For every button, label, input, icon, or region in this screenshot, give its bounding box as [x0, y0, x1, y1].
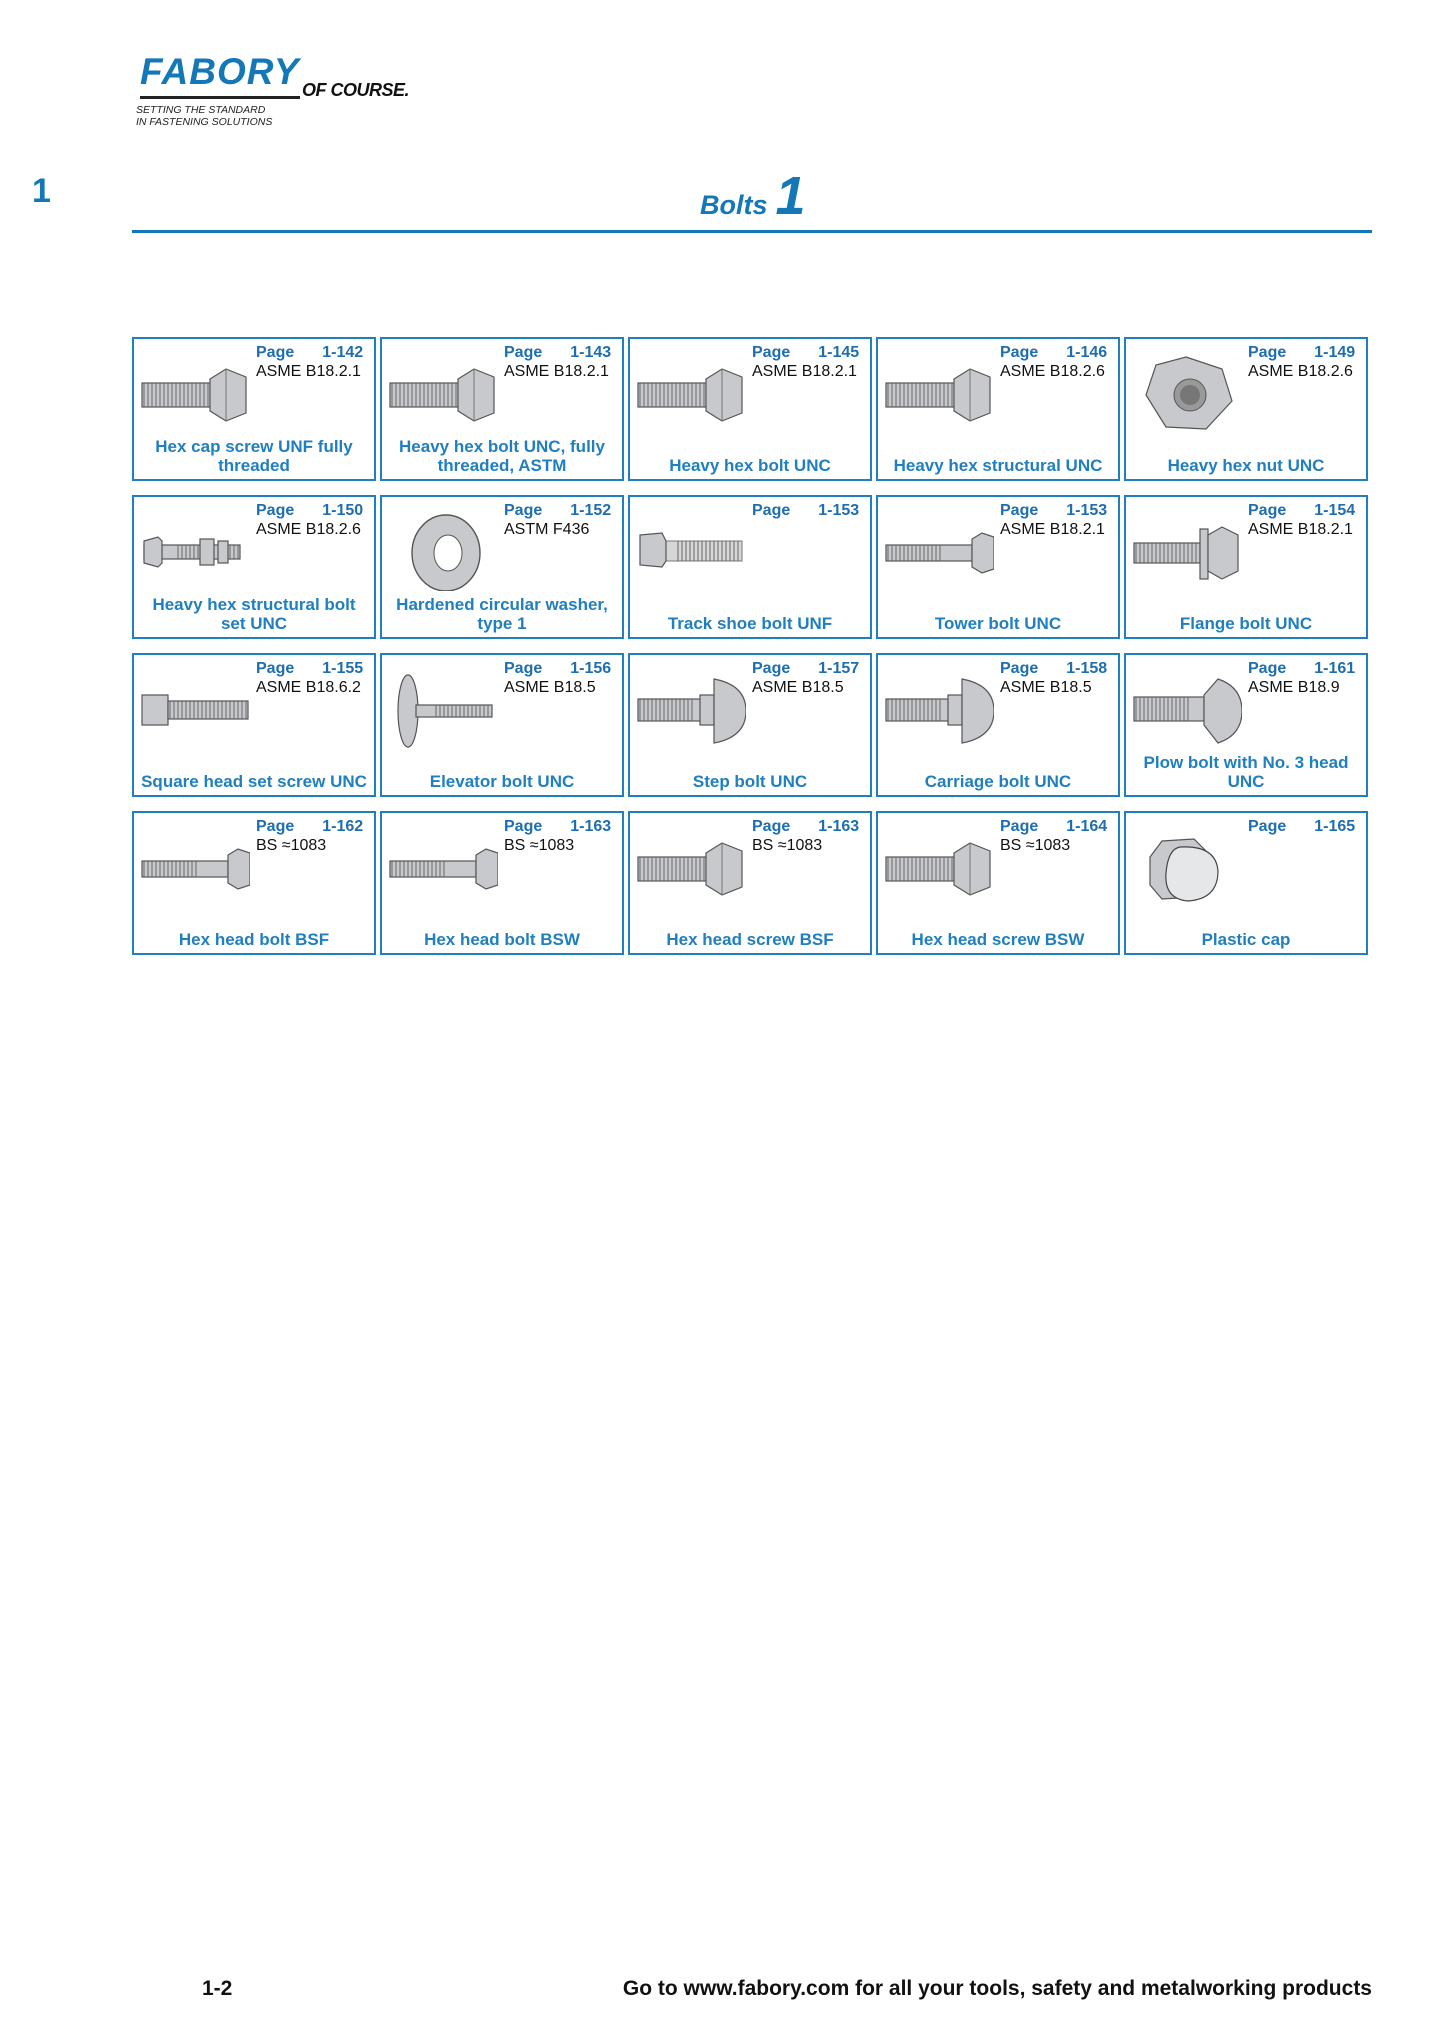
product-title: Step bolt UNC	[692, 772, 808, 791]
product-page-label: Page	[504, 502, 543, 519]
product-page-reference[interactable]	[504, 659, 622, 678]
product-meta	[1000, 501, 1118, 539]
product-page-reference[interactable]	[1000, 501, 1118, 520]
product-standard: ASME B18.2.1	[1248, 521, 1353, 538]
product-card[interactable]	[1124, 337, 1368, 481]
product-page-label: Page	[1248, 818, 1287, 835]
brand-tagline	[136, 104, 336, 128]
elevator-bolt-icon	[386, 665, 498, 749]
product-standard: ASME B18.9	[1248, 679, 1340, 696]
product-meta	[256, 659, 374, 697]
product-meta	[504, 343, 622, 381]
section-title-number: 1	[775, 166, 806, 226]
product-title: Plastic cap	[1201, 930, 1291, 949]
washer-icon	[386, 507, 498, 591]
product-page-reference[interactable]	[752, 817, 870, 836]
hex-bolt-icon	[634, 349, 746, 433]
product-standard: BS ≈1083	[256, 837, 327, 854]
product-card[interactable]	[628, 653, 872, 797]
hex-bolt-long-icon	[138, 823, 250, 907]
product-page-reference[interactable]	[1248, 501, 1366, 520]
product-page-reference[interactable]	[1000, 659, 1118, 678]
product-standard: ASME B18.5	[752, 679, 844, 696]
product-card[interactable]	[1124, 653, 1368, 797]
product-title: Plow bolt with No. 3 head UNC	[1143, 753, 1349, 791]
brand-suffix: OF COURSE.	[302, 80, 410, 100]
product-card[interactable]	[876, 495, 1120, 639]
product-page-number: 1-142	[322, 344, 364, 361]
product-card[interactable]	[380, 337, 624, 481]
product-page-reference[interactable]	[256, 343, 374, 362]
product-page-label: Page	[256, 818, 295, 835]
product-title: Hex cap screw UNF fully threaded	[155, 437, 353, 475]
product-page-number: 1-163	[570, 818, 612, 835]
hex-bolt-icon	[386, 349, 498, 433]
product-meta	[504, 817, 622, 855]
product-page-number: 1-152	[570, 502, 612, 519]
product-standard: BS ≈1083	[752, 837, 823, 854]
hex-bolt-icon	[882, 823, 994, 907]
product-title: Carriage bolt UNC	[924, 772, 1072, 791]
product-page-number: 1-143	[570, 344, 612, 361]
product-standard: ASME B18.6.2	[256, 679, 361, 696]
product-page-number: 1-153	[818, 502, 860, 519]
product-page-label: Page	[752, 502, 791, 519]
product-page-reference[interactable]	[256, 659, 374, 678]
product-meta	[752, 343, 870, 381]
product-title: Hex head screw BSW	[911, 930, 1085, 949]
footer-text: Go to www.fabory.com for all your tools, safety and metalworking products	[622, 1977, 1372, 2000]
product-title: Elevator bolt UNC	[429, 772, 575, 791]
track-shoe-bolt-icon	[634, 507, 746, 591]
product-standard: ASME B18.2.6	[1000, 363, 1105, 380]
hex-bolt-icon	[634, 823, 746, 907]
footer-page-number: 1-2	[202, 1977, 233, 2000]
cap-nut-icon	[1130, 823, 1242, 907]
product-page-label: Page	[1248, 502, 1287, 519]
product-page-reference[interactable]	[256, 817, 374, 836]
product-card[interactable]	[380, 495, 624, 639]
section-title	[700, 165, 806, 227]
product-page-number: 1-149	[1314, 344, 1356, 361]
header-rule	[132, 230, 1372, 233]
product-page-reference[interactable]	[256, 501, 374, 520]
product-title: Hex head bolt BSW	[424, 930, 580, 949]
flange-bolt-icon	[1130, 507, 1242, 591]
product-title: Heavy hex bolt UNC	[669, 456, 831, 475]
product-card[interactable]	[132, 811, 376, 955]
product-page-number: 1-163	[818, 818, 860, 835]
product-card[interactable]	[380, 811, 624, 955]
product-page-number: 1-157	[818, 660, 860, 677]
product-page-reference[interactable]	[752, 343, 870, 362]
product-page-reference[interactable]	[504, 817, 622, 836]
product-page-label: Page	[504, 344, 543, 361]
product-meta	[256, 817, 374, 855]
product-meta	[1000, 343, 1118, 381]
product-page-number: 1-165	[1314, 818, 1356, 835]
product-page-label: Page	[256, 502, 295, 519]
product-page-label: Page	[1000, 660, 1039, 677]
product-meta	[504, 659, 622, 697]
product-page-label: Page	[1000, 502, 1039, 519]
product-meta	[1248, 659, 1366, 697]
product-page-label: Page	[1000, 818, 1039, 835]
product-meta	[1248, 817, 1366, 836]
product-title: Hex head bolt BSF	[178, 930, 330, 949]
product-card[interactable]	[132, 653, 376, 797]
product-card[interactable]	[1124, 811, 1368, 955]
hex-nut-icon	[1130, 349, 1242, 433]
product-page-label: Page	[256, 660, 295, 677]
product-title: Square head set screw UNC	[141, 772, 367, 791]
brand-logo	[132, 52, 432, 132]
brand-underline	[140, 96, 300, 99]
product-standard: ASME B18.2.1	[504, 363, 609, 380]
product-page-label: Page	[1248, 344, 1287, 361]
hex-bolt-icon	[138, 349, 250, 433]
product-standard: BS ≈1083	[504, 837, 575, 854]
product-meta	[1000, 659, 1118, 697]
product-card[interactable]	[380, 653, 624, 797]
product-page-label: Page	[1000, 344, 1039, 361]
product-page-number: 1-145	[818, 344, 860, 361]
product-page-reference[interactable]	[752, 501, 870, 520]
product-card[interactable]	[876, 337, 1120, 481]
product-meta	[256, 343, 374, 381]
product-standard: ASTM F436	[504, 521, 590, 538]
product-card[interactable]	[628, 495, 872, 639]
product-page-number: 1-162	[322, 818, 364, 835]
carriage-bolt-icon	[882, 665, 994, 749]
product-page-number: 1-156	[570, 660, 612, 677]
product-standard: ASME B18.2.1	[752, 363, 857, 380]
square-head-screw-icon	[138, 665, 250, 749]
product-title: Heavy hex bolt UNC, fully threaded, ASTM	[399, 437, 605, 475]
product-title: Heavy hex structural bolt set UNC	[152, 595, 356, 633]
product-page-reference[interactable]	[752, 659, 870, 678]
brand-tagline-line1: SETTING THE STANDARD	[136, 104, 266, 116]
product-standard: ASME B18.2.1	[1000, 521, 1105, 538]
product-standard: ASME B18.5	[504, 679, 596, 696]
product-page-number: 1-158	[1066, 660, 1108, 677]
product-standard: ASME B18.2.6	[256, 521, 361, 538]
product-card[interactable]	[628, 337, 872, 481]
product-card[interactable]	[1124, 495, 1368, 639]
product-meta	[256, 501, 374, 539]
hex-bolt-icon	[882, 349, 994, 433]
product-meta	[504, 501, 622, 539]
brand-tagline-line2: IN FASTENING SOLUTIONS	[136, 116, 273, 128]
product-page-number: 1-155	[322, 660, 364, 677]
product-title: Hardened circular washer, type 1	[396, 595, 608, 633]
product-card[interactable]	[132, 337, 376, 481]
product-card[interactable]	[876, 653, 1120, 797]
product-page-number: 1-153	[1066, 502, 1108, 519]
product-standard: ASME B18.2.1	[256, 363, 361, 380]
product-page-number: 1-154	[1314, 502, 1356, 519]
product-page-reference[interactable]	[1248, 659, 1366, 678]
product-page-label: Page	[504, 660, 543, 677]
product-page-number: 1-164	[1066, 818, 1108, 835]
product-meta	[1248, 501, 1366, 539]
product-standard: BS ≈1083	[1000, 837, 1071, 854]
product-page-label: Page	[1248, 660, 1287, 677]
product-standard: ASME B18.5	[1000, 679, 1092, 696]
brand-name: FABORY	[140, 51, 300, 92]
product-page-label: Page	[752, 818, 791, 835]
product-meta	[1000, 817, 1118, 855]
product-page-label: Page	[752, 344, 791, 361]
product-title: Heavy hex structural UNC	[893, 456, 1103, 475]
product-title: Hex head screw BSF	[666, 930, 834, 949]
product-page-reference[interactable]	[1248, 817, 1366, 836]
hex-bolt-long-icon	[386, 823, 498, 907]
product-page-reference[interactable]	[504, 343, 622, 362]
product-page-reference[interactable]	[1000, 343, 1118, 362]
product-card[interactable]	[132, 495, 376, 639]
bolt-set-icon	[138, 507, 250, 591]
product-page-reference[interactable]	[1248, 343, 1366, 362]
product-page-number: 1-161	[1314, 660, 1356, 677]
plow-bolt-icon	[1130, 665, 1242, 749]
product-title: Flange bolt UNC	[1179, 614, 1313, 633]
product-meta	[752, 659, 870, 697]
product-title: Tower bolt UNC	[934, 614, 1062, 633]
product-page-reference[interactable]	[1000, 817, 1118, 836]
section-title-word: Bolts	[700, 190, 768, 220]
product-standard: ASME B18.2.6	[1248, 363, 1353, 380]
carriage-bolt-icon	[634, 665, 746, 749]
product-page-reference[interactable]	[504, 501, 622, 520]
product-grid	[132, 337, 1368, 955]
product-page-number: 1-146	[1066, 344, 1108, 361]
product-page-label: Page	[256, 344, 295, 361]
product-card[interactable]	[628, 811, 872, 955]
chapter-number: 1	[32, 172, 51, 210]
hex-bolt-long-icon	[882, 507, 994, 591]
product-card[interactable]	[876, 811, 1120, 955]
product-page-label: Page	[504, 818, 543, 835]
product-page-number: 1-150	[322, 502, 364, 519]
product-meta	[752, 501, 870, 520]
product-title: Heavy hex nut UNC	[1167, 456, 1325, 475]
product-meta	[1248, 343, 1366, 381]
product-page-label: Page	[752, 660, 791, 677]
product-meta	[752, 817, 870, 855]
product-title: Track shoe bolt UNF	[667, 614, 833, 633]
